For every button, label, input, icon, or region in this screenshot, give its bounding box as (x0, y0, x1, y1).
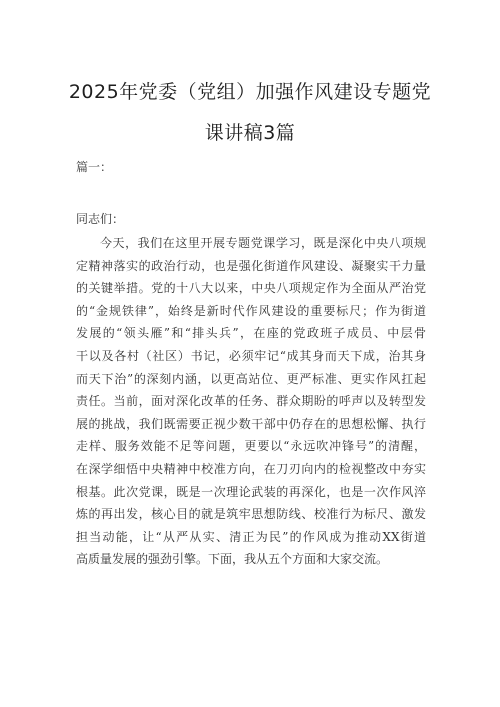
body-paragraph (76, 232, 426, 571)
document-title-line-2: 课讲稿3篇 (204, 122, 296, 144)
paragraph-line: 的“金规铁律”，始终是新时代作风建设的重要标尺；作为街道 (76, 303, 426, 318)
salutation: 同志们： (76, 212, 125, 226)
paragraph-line: 的关键举措。党的十八大以来，中央八项规定作为全面从严治党 (76, 281, 426, 296)
paragraph-line: 而天下治”的深刻内涵，以更高站位、更严标准、更实作风扛起 (76, 371, 426, 386)
paragraph-line: 炼的再出发，核心目的就是筑牢思想防线、校准行为标尺、激发 (76, 507, 426, 522)
document-title-line-1: 2025年党委（党组）加强作风建设专题党 (68, 81, 432, 103)
paragraph-line: 展的挑战，我们既需要正视少数干部中仍存在的思想松懈、执行 (76, 416, 426, 431)
paragraph-line: 发展的“领头雁”和“排头兵”，在座的党政班子成员、中层骨 (76, 326, 426, 341)
paragraph-line: 责任。当前，面对深化改革的任务、群众期盼的呼声以及转型发 (76, 394, 426, 409)
paragraph-line: 定精神落实的政治行动，也是强化街道作风建设、凝聚实干力量 (76, 258, 426, 273)
section-label: 篇一： (76, 160, 113, 174)
paragraph-line: 根基。此次党课，既是一次理论武装的再深化，也是一次作风淬 (76, 484, 426, 499)
paragraph-line: 担当动能，让“从严从实、清正为民”的作风成为推动XX街道 (76, 529, 426, 544)
paragraph-line: 今天，我们在这里开展专题党课学习，既是深化中央八项规 (100, 236, 426, 250)
paragraph-line: 在深学细悟中央精神中校准方向，在刀刃向内的检视整改中夯实 (76, 461, 426, 476)
paragraph-line: 走样、服务效能不足等问题，更要以“永远吹冲锋号”的清醒， (76, 439, 426, 454)
paragraph-line: 高质量发展的强劲引擎。下面，我从五个方面和大家交流。 (76, 552, 389, 567)
paragraph-line: 干以及各村（社区）书记，必须牢记“成其身而天下成，治其身 (76, 348, 426, 363)
